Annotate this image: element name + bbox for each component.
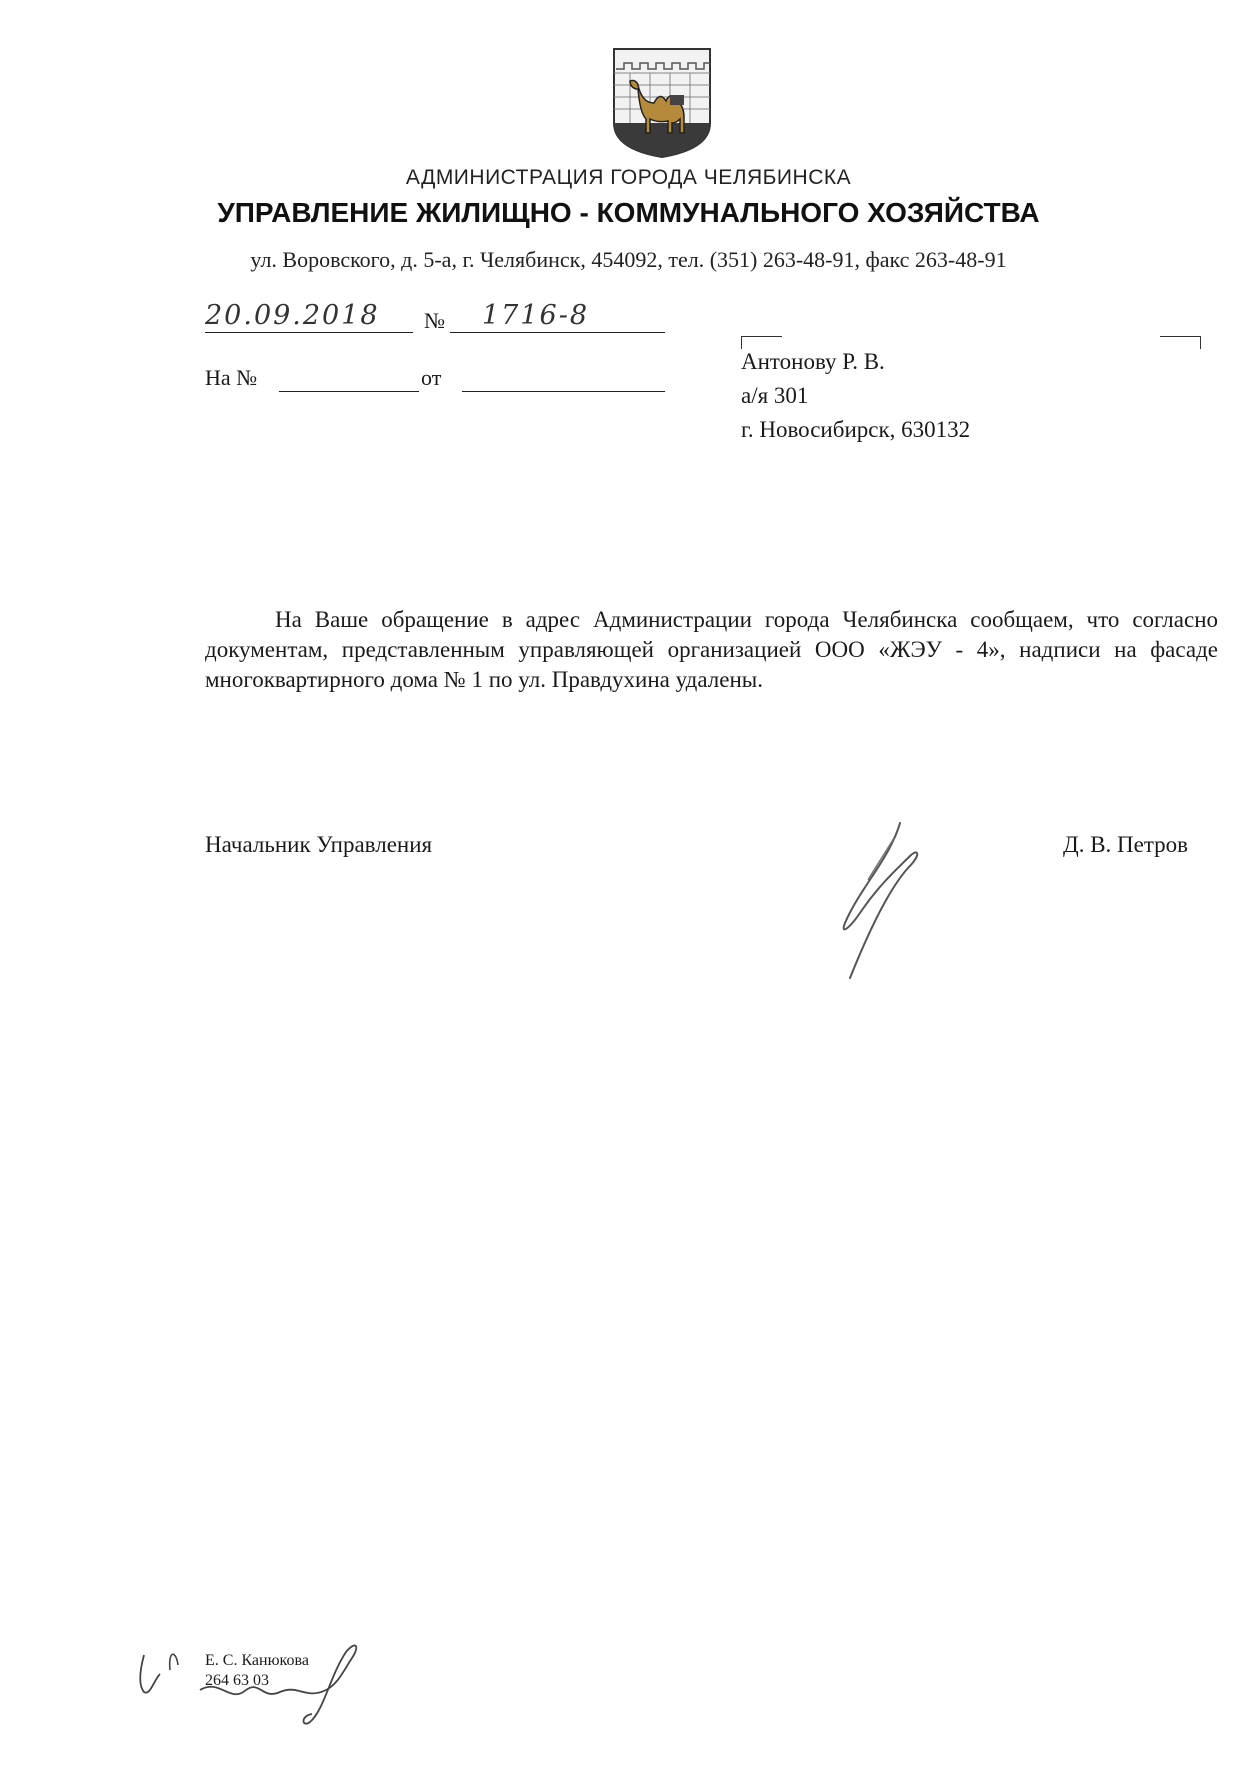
body-paragraph: На Ваше обращение в адрес Администрации города Челябинска сообщаем, что согласно документам, представленным управляющей организацией ООО «ЖЭУ - 4», надписи на фасаде многоквартирного дома № 1 по ул. Правдухина удалены. [205,607,1218,692]
number-underline [450,332,665,333]
department-title: УПРАВЛЕНИЕ ЖИЛИЩНО - КОММУНАЛЬНОГО ХОЗЯЙСТВА [217,197,1040,228]
executor-phone: 264 63 03 [205,1672,269,1689]
address-corner-right [1160,336,1201,349]
department-address: ул. Воровского, д. 5-а, г. Челябинск, 454092, тел. (351) 263-48-91, факс 263-48-91 [250,247,1007,272]
executor-block [205,1651,309,1691]
date-underline [205,332,413,333]
administration-title: АДМИНИСТРАЦИЯ ГОРОДА ЧЕЛЯБИНСКА [405,166,852,189]
letter-body [205,605,1218,695]
signer-title: Начальник Управления [205,832,433,857]
reference-number-underline [279,391,419,392]
reference-number-label: На № [205,365,258,390]
recipient-po-box: а/я 301 [741,383,809,408]
executor-name: Е. С. Канюкова [205,1652,309,1669]
reference-date-label: от [421,365,442,390]
recipient-block [741,345,970,447]
coat-of-arms-emblem [610,45,714,161]
handwritten-signature [790,818,950,983]
recipient-name: Антонову Р. В. [741,349,885,374]
recipient-city: г. Новосибирск, 630132 [741,417,971,442]
number-label: № [424,308,445,333]
registration-date: 20.09.2018 [205,300,380,331]
reference-date-underline [462,391,665,392]
signer-name: Д. В. Петров [1063,832,1189,857]
registration-number: 1716-8 [482,300,590,331]
